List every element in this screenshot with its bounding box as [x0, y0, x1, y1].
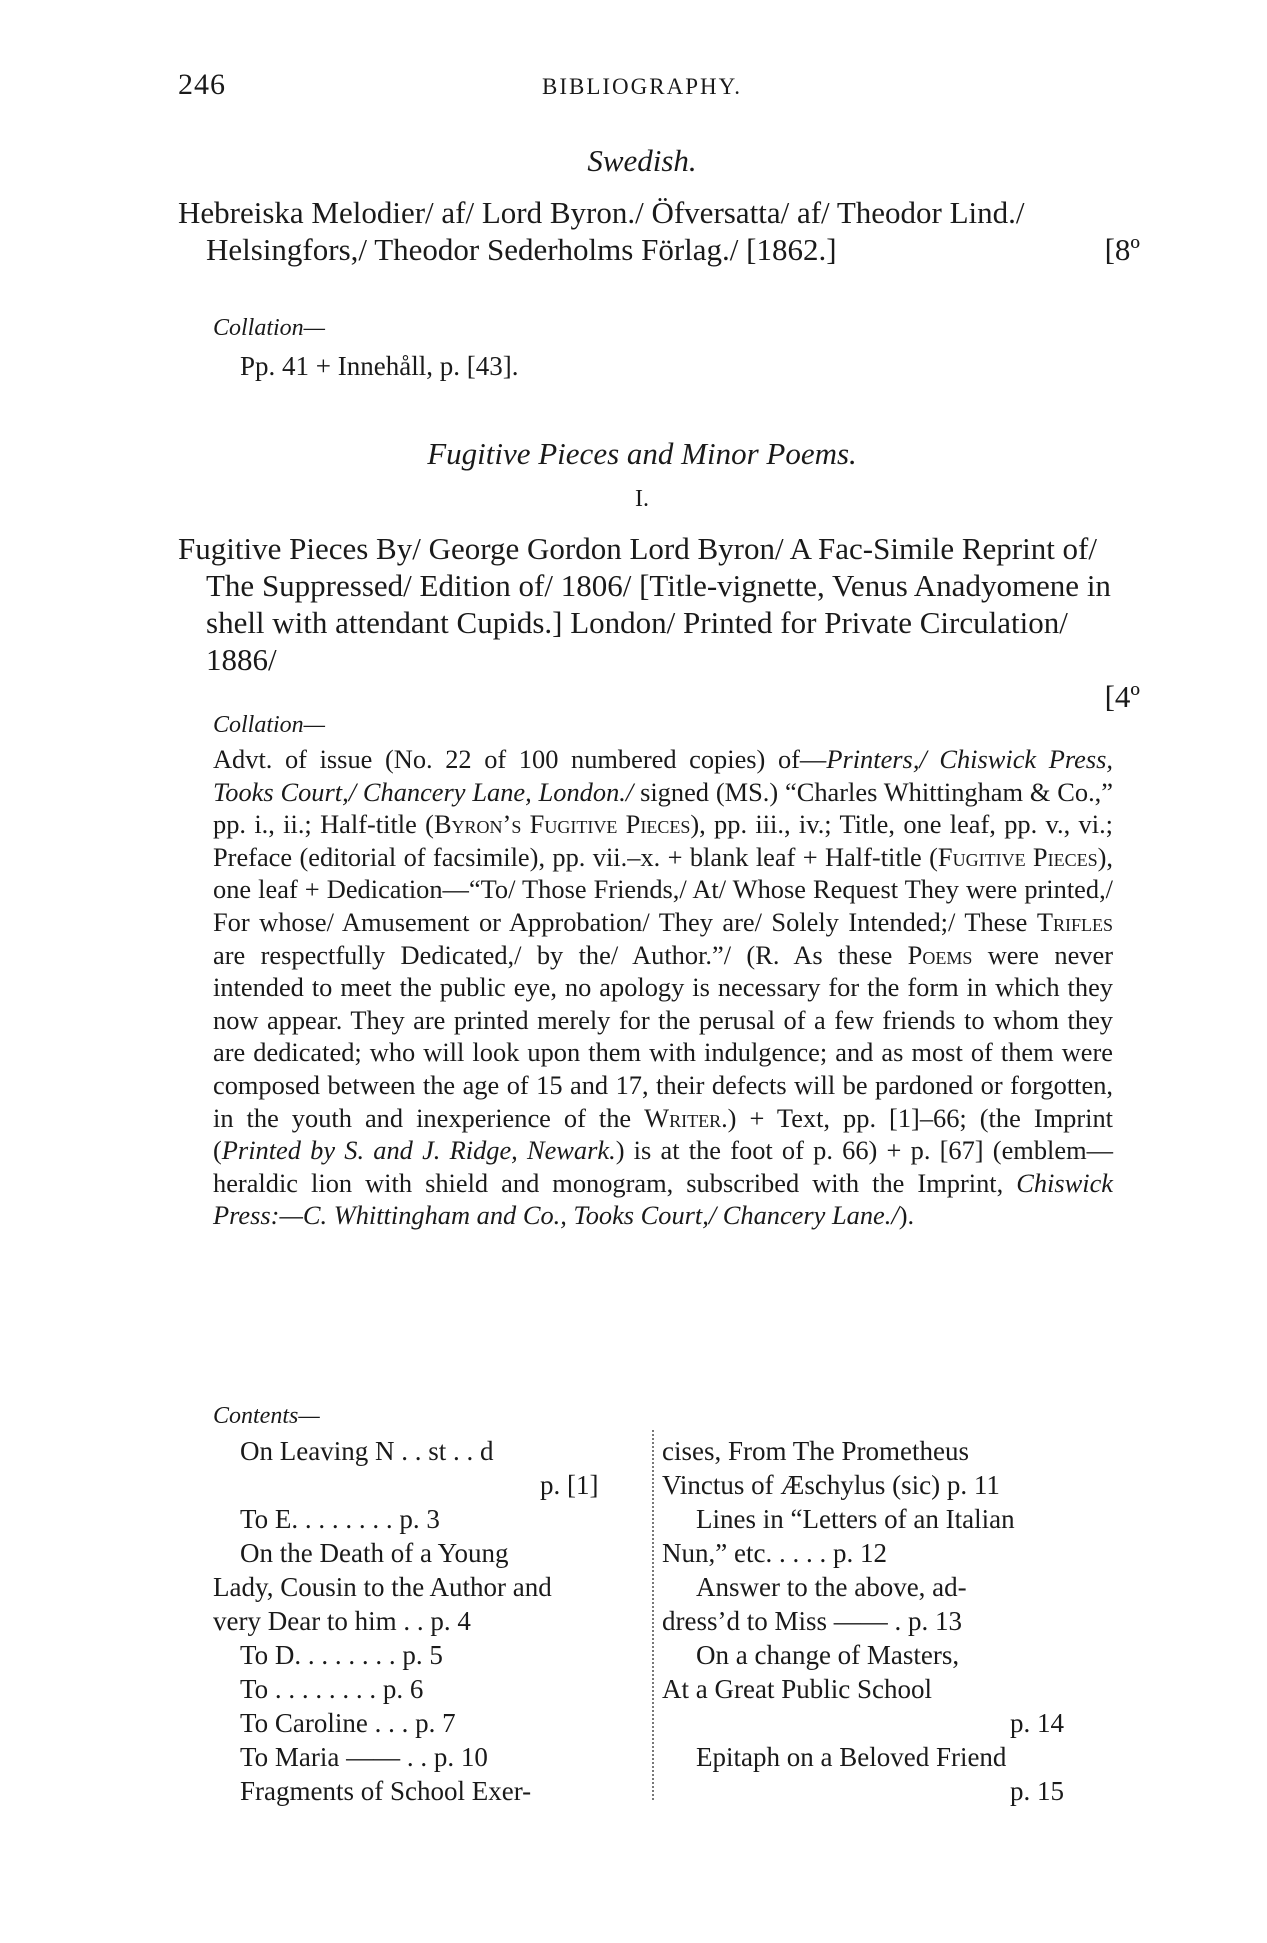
- collation-part: were never intended to meet the public eye, no apology is necessary for the form in which they now appear. They are printed merely for the perusal of a few friends to whom they are dedicated; who will look upon them with indulgence; and as most of them were composed between the age of 15 and 17, their defects will be pardoned or forgotten, in the youth and inexperience of the: [213, 939, 1114, 1133]
- contents-item: On Leaving N . . st . . d: [240, 1436, 494, 1466]
- collation-part: Advt. of issue (No. 22 of 100 numbered copies) of—: [213, 744, 827, 774]
- contents-item: Answer to the above, ad-: [696, 1572, 967, 1602]
- contents-label: Contents—: [213, 1403, 320, 1429]
- collation-poems-sc: Poems: [907, 939, 973, 970]
- fugitive-collation-text: [213, 743, 1113, 1232]
- contents-item: To D. . . . . . . . p. 5: [240, 1640, 443, 1670]
- fugitive-collation-label: Collation—: [213, 712, 326, 738]
- contents-item-page: p. 14: [1010, 1708, 1064, 1738]
- collation-part: .) + Text, pp. [1]–66; (the Imprint (: [213, 1102, 1113, 1166]
- contents-item: Fragments of School Exer-: [240, 1776, 532, 1806]
- collation-halftitle-sc: Byron’s Fugitive Pieces: [433, 809, 691, 840]
- collation-part: ), pp. iii., iv.; Title, one leaf, pp. v., vi.; Preface (editorial of facsimile), pp. vii.–x. + blank leaf + Half-title (: [213, 809, 1113, 872]
- swedish-entry: [178, 194, 1140, 268]
- page-number: 246: [178, 68, 226, 101]
- collation-writer-sc: Writer: [644, 1102, 722, 1133]
- collation-imprint-chiswick: Chiswick Press:—C. Whittingham and Co., Tooks Court,/ Chancery Lane./: [213, 1167, 1113, 1231]
- swedish-entry-text: Hebreiska Melodier/ af/ Lord Byron./ Öfversatta/ af/ Theodor Lind./ Helsingfors,/ Theodor Sederholms Förlag./ [1862.]: [178, 195, 1025, 267]
- swedish-format: [8º: [1104, 232, 1140, 267]
- contents-item: On a change of Masters,: [696, 1640, 960, 1670]
- collation-printers: Printers,/ Chiswick Press, Tooks Court,/ Chancery Lane, London./: [213, 744, 1114, 807]
- collation-part: are respectfully Dedicated,/ by the/ Author.”/ (R. As these: [213, 939, 908, 970]
- contents-item-page: p. [1]: [540, 1470, 599, 1500]
- contents-item: dress’d to Miss —— . p. 13: [662, 1606, 963, 1636]
- collation-part: ) is at the foot of p. 66) + p. [67] (emblem—heraldic lion with shield and monogram, subscribed with the Imprint,: [213, 1135, 1113, 1198]
- contents-item: very Dear to him . . p. 4: [213, 1606, 471, 1636]
- column-divider: [652, 1430, 654, 1800]
- collation-part: signed (MS.) “Charles Whittingham & Co.,” pp. i., ii.; Half-title (: [213, 776, 1113, 840]
- contents-item: To E. . . . . . . . p. 3: [240, 1504, 440, 1534]
- contents-item: Nun,” etc. . . . . p. 12: [662, 1538, 887, 1568]
- page-header: [178, 68, 1106, 108]
- collation-halftitle2-sc: Fugitive Pieces: [937, 841, 1098, 872]
- contents-item: cises, From The Prometheus: [662, 1436, 969, 1466]
- contents-item: At a Great Public School: [662, 1674, 932, 1704]
- contents-item: On the Death of a Young: [240, 1538, 509, 1568]
- contents-item: Lines in “Letters of an Italian: [696, 1504, 1015, 1534]
- collation-part: ).: [898, 1200, 915, 1231]
- contents-item: Lady, Cousin to the Author and: [213, 1572, 552, 1602]
- contents-item: Vinctus of Æschylus (sic) p. 11: [662, 1470, 1000, 1500]
- fugitive-entry: [178, 530, 1140, 715]
- section-title-swedish: Swedish.: [587, 143, 697, 178]
- fugitive-format: [4º: [1104, 679, 1140, 714]
- running-head: BIBLIOGRAPHY.: [541, 74, 743, 99]
- collation-part: ), one leaf + Dedication—“To/ Those Friends,/ At/ Whose Request They were printed,/ For whose/ Amusement or Approbation/ They are/ Solely Intended;/ These: [213, 841, 1113, 937]
- contents-item: To Caroline . . . p. 7: [240, 1708, 456, 1738]
- entry-number: I.: [635, 486, 649, 512]
- contents-item: To Maria —— . . p. 10: [240, 1742, 488, 1772]
- contents-item: To . . . . . . . . p. 6: [240, 1674, 424, 1704]
- fugitive-entry-text: Fugitive Pieces By/ George Gordon Lord Byron/ A Fac-Simile Reprint of/ The Suppressed/ Edition of/ 1806/ [Title-vignette, Venus Anadyomene in shell with attendant Cupids.] London/ Printed for Private Circulation/ 1886/: [178, 531, 1111, 677]
- contents-item: Epitaph on a Beloved Friend: [696, 1742, 1007, 1772]
- collation-trifles-sc: Trifles: [1036, 906, 1113, 937]
- collation-imprint-ridge: Printed by S. and J. Ridge, Newark.: [221, 1135, 616, 1166]
- contents-item-page: p. 15: [1010, 1776, 1064, 1806]
- swedish-collation-label: Collation—: [213, 315, 326, 341]
- swedish-collation-text: Pp. 41 + Innehåll, p. [43].: [240, 351, 519, 381]
- section-title-fugitive: Fugitive Pieces and Minor Poems.: [427, 436, 857, 471]
